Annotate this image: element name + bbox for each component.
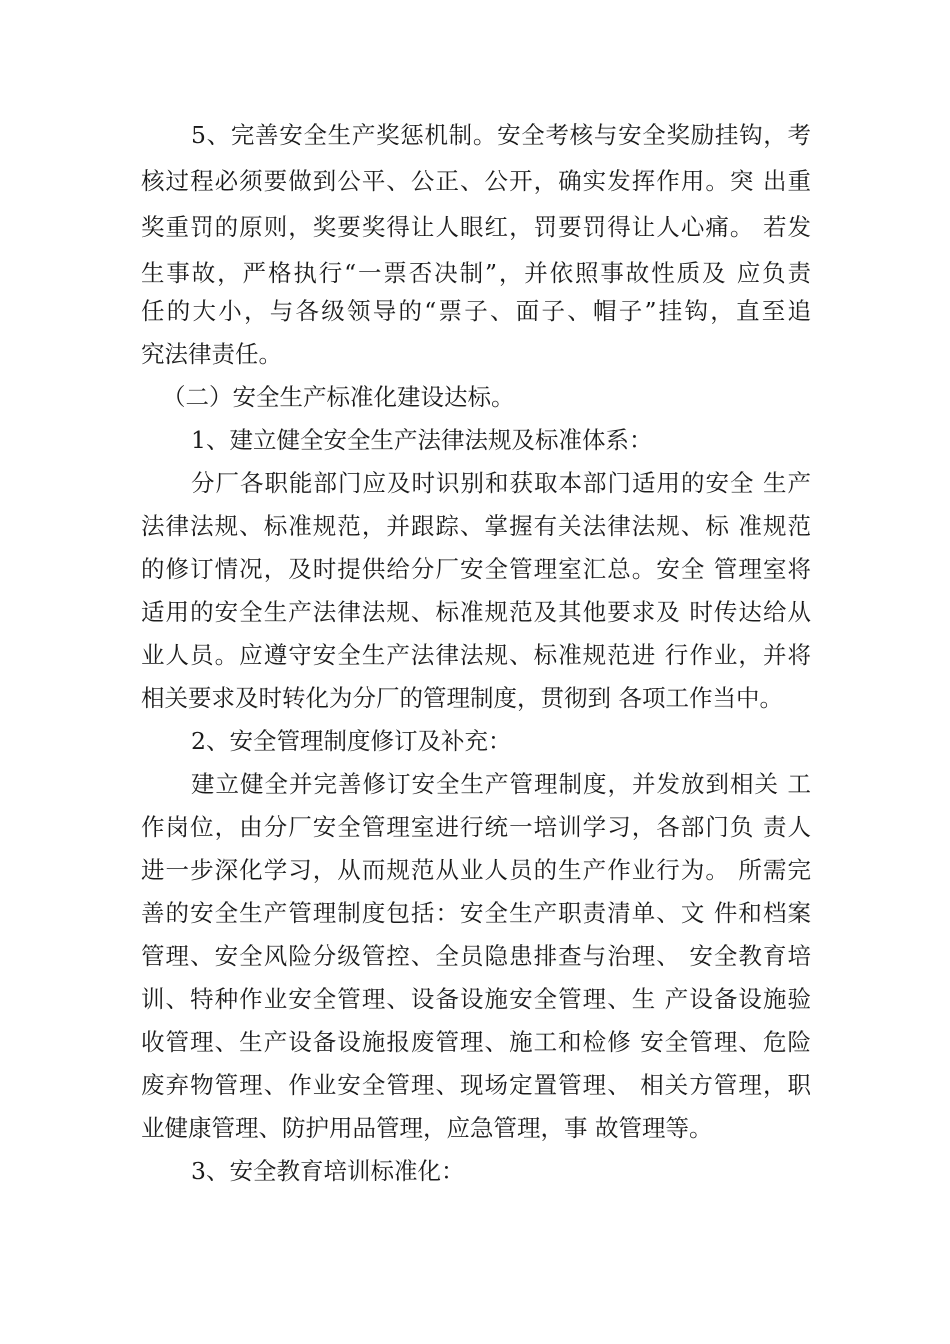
- text-line: 作岗位，由分厂安全管理室进行统一培训学习，各部门负 责人: [141, 813, 811, 841]
- text-line: 废弃物管理、作业安全管理、现场定置管理、 相关方管理，职: [141, 1071, 811, 1099]
- text-line: 收管理、生产设备设施报废管理、施工和检修 安全管理、危险: [141, 1028, 811, 1056]
- text-line: 管理、安全风险分级管控、全员隐患排查与治理、 安全教育培: [141, 942, 811, 970]
- text-line: 究法律责任。: [141, 340, 282, 368]
- text-line: 业健康管理、防护用品管理，应急管理，事 故管理等。: [141, 1114, 713, 1142]
- section-heading: （二）安全生产标准化建设达标。: [162, 383, 515, 411]
- text-line: 的修订情况，及时提供给分厂安全管理室汇总。安全 管理室将: [141, 555, 811, 583]
- text-line: 分厂各职能部门应及时识别和获取本部门适用的安全 生产: [191, 469, 811, 497]
- text-line: 适用的安全生产法律法规、标准规范及其他要求及 时传达给从: [141, 598, 811, 626]
- text-line: 业人员。应遵守安全生产法律法规、标准规范进 行作业，并将: [141, 641, 811, 669]
- text-line: 建立健全并完善修订安全生产管理制度，并发放到相关 工: [191, 770, 811, 798]
- subsection-heading: 2、安全管理制度修订及补充：: [191, 727, 512, 755]
- text-line: 法律法规、标准规范，并跟踪、掌握有关法律法规、标 准规范: [141, 512, 811, 540]
- text-line: 相关要求及时转化为分厂的管理制度，贯彻到 各项工作当中。: [141, 684, 783, 712]
- text-line: 核过程必须要做到公平、公正、公开，确实发挥作用。突 出重: [141, 167, 811, 195]
- text-line: 进一步深化学习，从而规范从业人员的生产作业行为。 所需完: [141, 856, 811, 884]
- subsection-heading: 1、建立健全安全生产法律法规及标准体系：: [191, 426, 653, 454]
- text-line: 训、特种作业安全管理、设备设施安全管理、生 产设备设施验: [141, 985, 811, 1013]
- text-line: 任的大小，与各级领导的“票子、面子、帽子”挂钩，直至追: [141, 297, 811, 325]
- subsection-heading: 3、安全教育培训标准化：: [191, 1157, 465, 1185]
- text-line: 5、完善安全生产奖惩机制。安全考核与安全奖励挂钩，考: [191, 121, 811, 149]
- text-line: 奖重罚的原则，奖要奖得让人眼红，罚要罚得让人心痛。 若发: [141, 213, 811, 241]
- text-line: 生事故，严格执行“一票否决制”，并依照事故性质及 应负责: [141, 259, 811, 287]
- text-line: 善的安全生产管理制度包括：安全生产职责清单、文 件和档案: [141, 899, 811, 927]
